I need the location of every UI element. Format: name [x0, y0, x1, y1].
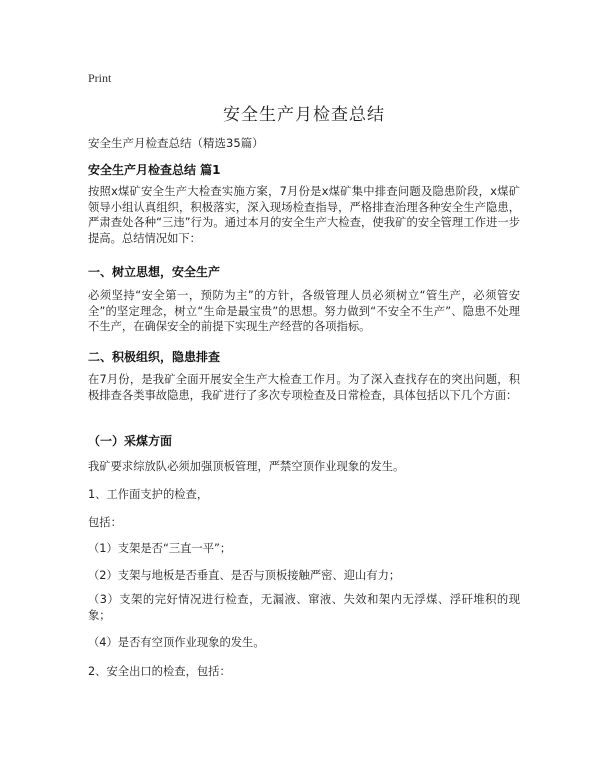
- heading-coal-mining: （一）采煤方面: [88, 434, 173, 448]
- list-item-1: 1、工作面支护的检查，: [88, 488, 209, 501]
- check-item-2: （2）支架与地板是否垂直、是否与顶板接触严密、迎山有力；: [88, 569, 401, 582]
- paragraph-coal-mining: 我矿要求综放队必须加强顶板管理，严禁空顶作业现象的发生。: [88, 460, 405, 473]
- heading-inspection: 二、积极组织，隐患排查: [88, 350, 221, 364]
- document-title: 安全生产月检查总结: [223, 105, 385, 125]
- print-link[interactable]: Print: [88, 71, 112, 85]
- heading-thought: 一、树立思想，安全生产: [88, 265, 221, 279]
- paragraph-thought: 必须坚持“安全第一，预防为主”的方针，各级管理人员必须树立“管生产，必须管安全”的坚定理念，树立“生命是最宝贵”的思想。努力做到“不安全不生产”、隐患不处理不生产，在确保安全的前提下实现生产经营的各项指标。: [88, 289, 520, 333]
- list-item-2: 2、安全出口的检查，包括：: [88, 665, 231, 678]
- intro-paragraph: 按照x煤矿安全生产大检查实施方案，7月份是x煤矿集中排查问题及隐患阶段，x煤矿领导小组认真组织，积极落实，深入现场检查指导，严格排查治理各种安全生产隐患，严肃查处各种“三违”行为。通过本月的安全生产大检查，使我矿的安全管理工作进一步提高。总结情况如下：: [88, 185, 520, 245]
- check-item-1: （1）支架是否“三直一平”；: [88, 542, 232, 555]
- document-subtitle: 安全生产月检查总结（精选35篇）: [88, 136, 264, 150]
- paragraph-inspection: 在7月份，是我矿全面开展安全生产大检查工作月。为了深入查找存在的突出问题，积极排查各类事故隐患，我矿进行了多次专项检查及日常检查，具体包括以下几个方面：: [88, 373, 520, 402]
- check-item-4: （4）是否有空顶作业现象的发生。: [88, 636, 265, 649]
- check-item-3: （3）支架的完好情况进行检查，无漏液、窜液、失效和架内无浮煤、浮矸堆积的现象；: [88, 593, 520, 622]
- section-title: 安全生产月检查总结 篇1: [88, 163, 221, 177]
- list-item-1-sub: 包括：: [88, 516, 122, 529]
